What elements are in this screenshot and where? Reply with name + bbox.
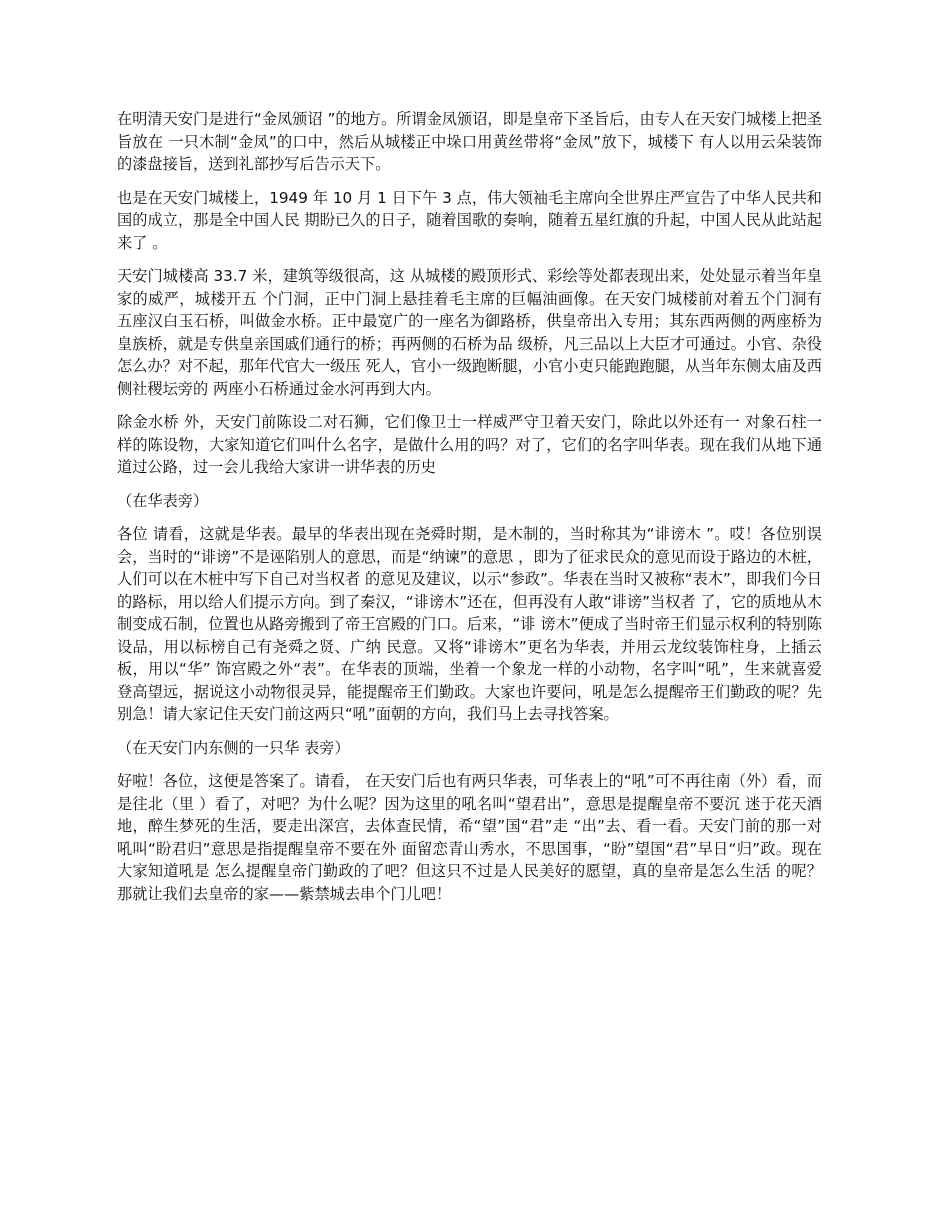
paragraph-huabiao-history: 各位 请看，这就是华表。最早的华表出现在尧舜时期，是木制的，当时称其为“诽谤木 ”。哎！各位别误会，当时的“诽谤”不是诬陷别人的意思，而是“纳谏”的意思 ，即为了征求民众的意见而设于路边的木桩，人们可以在木桩中写下自己对当权者 的意见及建议，以示“参政”。华表在当时又被称“表木”，即我们今日的路标，用以给人们提示方向。到了秦汉，“诽谤木”还在，但再没有人敢“诽谤”当权者 了，它的质地从木制变成石制，位置也从路旁搬到了帝王宫殿的门口。后来，“诽 谤木”便成了当时帝王们显示权利的特别陈设品，用以标榜自己有尧舜之贤、广纳 民意。又将“诽谤木”更名为华表，并用云龙纹装饰柱身，上插云板，用以“华” 饰宫殿之外“表”。在华表的顶端，坐着一个象龙一样的小动物，名字叫“吼”，生来就喜爱登高望远，据说这小动物很灵异，能提醒帝王们勤政。大家也许要问，吼是怎么提醒帝王们勤政的呢？先别急！请大家记住天安门前这两只“吼”面朝的方向，我们马上去寻找答案。 — [117, 525, 822, 723]
paragraph-jinfeng-edict: 在明清天安门是进行“金凤颁诏 ”的地方。所谓金凤颁诏，即是皇帝下圣旨后，由专人在天安门城楼上把圣旨放在 一只木制“金凤”的口中，然后从城楼正中垛口用黄丝带将“金凤”放下，城楼下 有人以用云朵装饰的漆盘接旨，送到礼部抄写后告示天下。 — [117, 110, 822, 173]
paragraph-gate-tower-and-bridges: 天安门城楼高 33.7 米，建筑等级很高，这 从城楼的殿顶形式、彩绘等处都表现出来，处处显示着当年皇家的威严，城楼开五 个门洞，正中门洞上悬挂着毛主席的巨幅油画像。在天安门城楼前对着五个门洞有 五座汉白玉石桥，叫做金水桥。正中最宽广的一座名为御路桥，供皇帝出入专用；其东西两侧的两座桥为皇族桥，就是专供皇亲国戚们通行的桥；再两侧的石桥为品 级桥，凡三品以上大臣才可通过。小官、杂役怎么办？对不起，那年代官大一级压 死人，官小一级跑断腿，小官小吏只能跑跑腿，从当年东侧太庙及西侧社稷坛旁的 两座小石桥通过金水河再到大内。 — [117, 267, 822, 398]
paragraph-founding-ceremony: 也是在天安门城楼上，1949 年 10 月 1 日下午 3 点，伟大领袖毛主席向全世界庄严宣告了中华人民共和国的成立，那是全中国人民 期盼已久的日子，随着国歌的奏响，随着五星红旗的升起，中国人民从此站起来了 。 — [117, 188, 822, 252]
stage-note-inner-east-huabiao: （在天安门内东侧的一只华 表旁） — [117, 738, 350, 757]
paragraph-stone-lions-and-huabiao: 除金水桥 外，天安门前陈设二对石狮，它们像卫士一样威严守卫着天安门，除此以外还有一 对象石柱一样的陈设物，大家知道它们叫什么名字，是做什么用的吗？对了，它们的名字叫华表。现在我们从地下通道过公路，过一会儿我给大家讲一讲华表的历史 — [117, 413, 822, 476]
paragraph-hou-answer: 好啦！各位，这便是答案了。请看， 在天安门后也有两只华表，可华表上的“吼”可不再往南（外）看，而是往北（里 ）看了，对吧？为什么呢？因为这里的吼名叫“望君出”，意思是提醒皇帝不要沉 迷于花天酒地，醉生梦死的生活，要走出深宫，去体查民情，希“望”国“君”走 “出”去、看一看。天安门前的那一对吼叫“盼君归”意思是指提醒皇帝不要在外 面留恋青山秀水，不思国事，“盼”望国“君”早日“归”政。现在大家知道吼是 怎么提醒皇帝门勤政的了吧？但这只不过是人民美好的愿望，真的皇帝是怎么生活 的呢？那就让我们去皇帝的家——紫禁城去串个门儿吧！ — [117, 772, 822, 903]
stage-note-beside-huabiao: （在华表旁） — [117, 491, 209, 510]
